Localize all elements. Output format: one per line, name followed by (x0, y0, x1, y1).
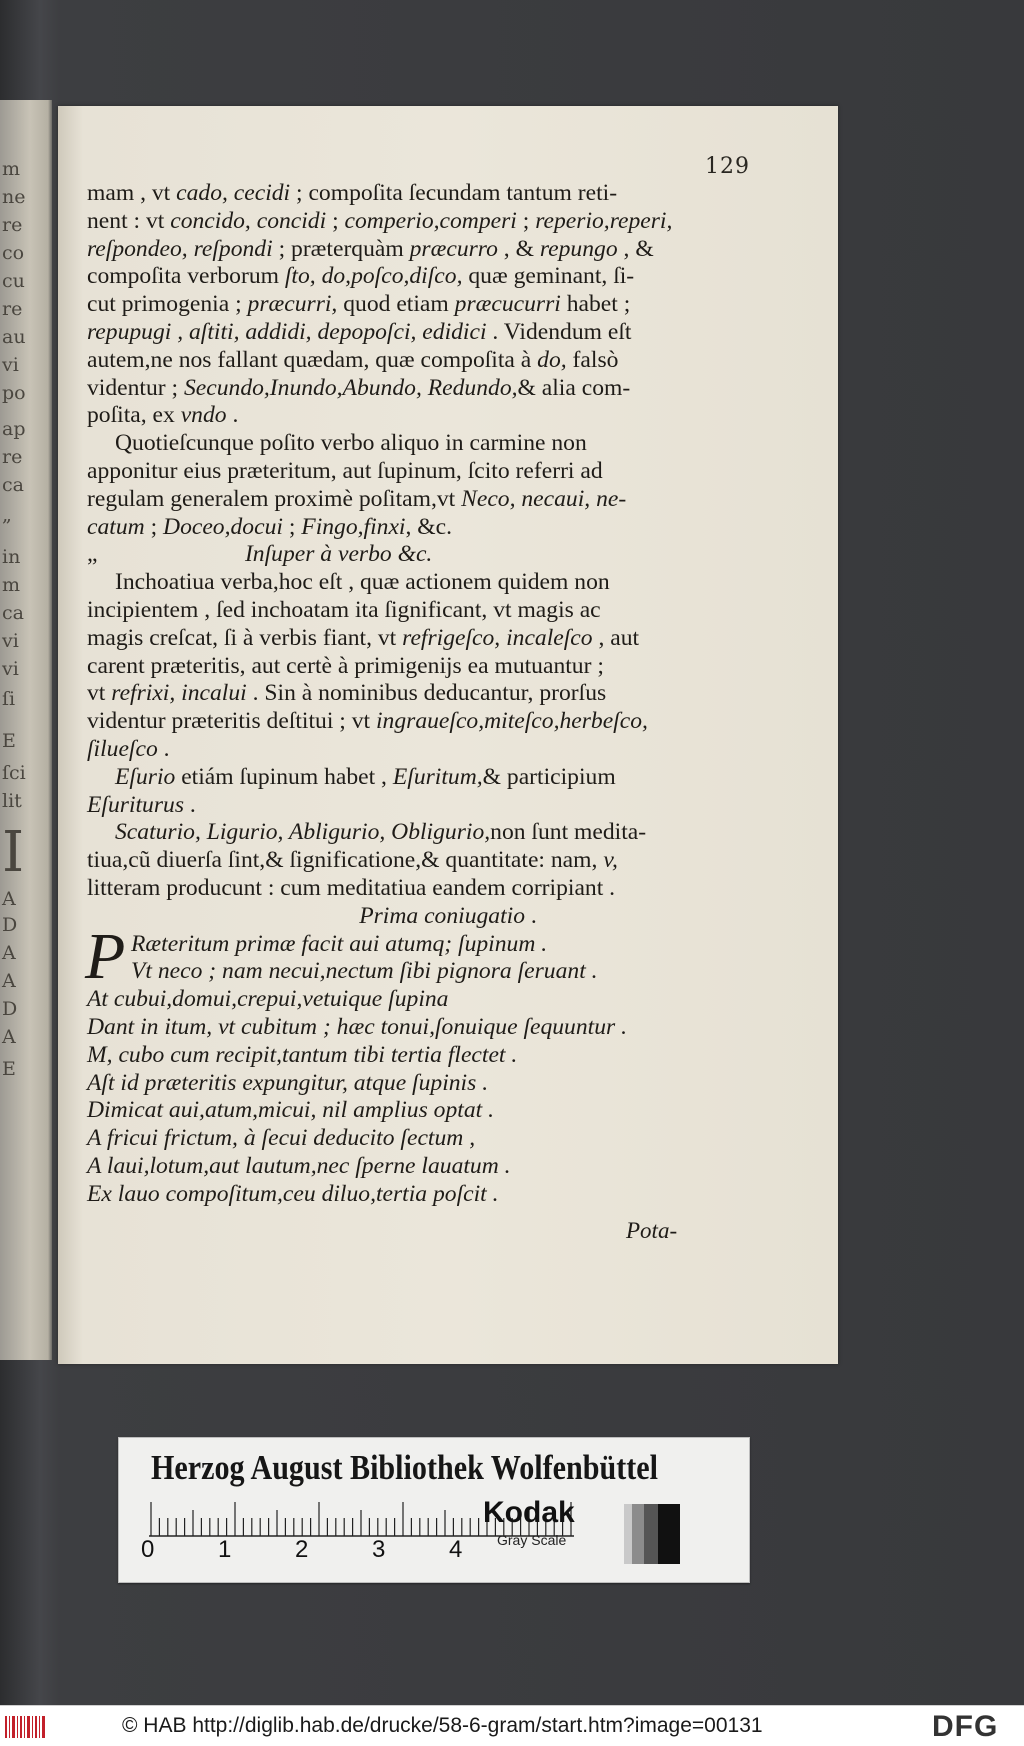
copyright-url[interactable]: © HAB http://diglib.hab.de/drucke/58-6-gram/start.htm?image=00131 (122, 1714, 763, 1737)
left-page-fragment: ſci (2, 762, 26, 784)
verse-text: A fricui frictum, à ſecui deducito ſectum , (87, 1125, 476, 1152)
left-page-fragment: A (2, 888, 16, 910)
ruler-number: 4 (449, 1536, 463, 1563)
left-page-fragment: A (2, 970, 16, 992)
kodak-logo: Kodak (483, 1496, 575, 1529)
verse-line (87, 1153, 809, 1181)
text-line: apponitur eius præteritum, aut ſupinum, ſcito referri ad (87, 457, 603, 484)
gray-scale-label: Gray Scale (497, 1532, 567, 1548)
verse-text: Ex lauo compoſitum,ceu diluo,tertia poſcit . (87, 1180, 499, 1207)
verse-line (87, 1181, 809, 1209)
text-line: Prima coniugatio . (359, 902, 537, 929)
text-line: Inchoatiua verba,hoc eſt , quæ actionem quidem non (115, 569, 610, 596)
left-page-fragment: m (2, 158, 21, 180)
text-line: compoſita verborum ſto, do,poſco,diſco, quæ geminant, ſi- (87, 263, 635, 290)
library-name: Herzog August Bibliothek Wolfenbüttel (151, 1448, 659, 1487)
text-line: incipientem , ſed inchoatam ita ſignificant, vt magis ac (87, 596, 601, 623)
left-page-fragment: E (2, 730, 16, 752)
left-page-fragment: I (2, 820, 25, 885)
left-page-fragment: re (2, 214, 23, 236)
book-page (58, 106, 838, 1364)
footer-bar (0, 1705, 1024, 1746)
verse-text: Dimicat aui,atum,micui, nil amplius optat . (87, 1097, 494, 1124)
left-page-fragment: ne (2, 186, 26, 208)
verse-text: Vt neco ; nam necui,nectum ſibi pignora ſeruant . (131, 958, 598, 985)
verse-text: Dant in itum, vt cubitum ; hæc tonui,ſonuique ſequuntur . (87, 1013, 627, 1040)
verse-text: A laui,lotum,aut lautum,nec ſperne lauatum . (87, 1152, 511, 1179)
text-line: cut primogenia ; præcurri, quod etiam præcucurri habet ; (87, 291, 631, 318)
left-page-fragment: vi (2, 354, 19, 376)
ruler-number: 1 (218, 1536, 232, 1563)
left-page-fragment: E (2, 1058, 16, 1080)
page-number: 129 (705, 154, 750, 179)
ruler-number: 3 (372, 1536, 386, 1563)
left-page-fragment: ap (2, 418, 26, 440)
left-page-fragment: vi (2, 658, 19, 680)
text-line: litteram producunt : cum meditatiua eandem corripiant . (87, 874, 616, 901)
verse-line (87, 958, 809, 986)
dfg-logo: DFG (932, 1710, 999, 1743)
text-line: Eſuriturus . (87, 791, 196, 818)
verse-text: M, cubo cum recipit,tantum tibi tertia flectet . (87, 1041, 518, 1068)
left-page-fragment: ſi (2, 688, 16, 710)
left-page-fragment: co (2, 242, 25, 264)
text-line: repupugi , aſtiti, addidi, depopoſci, edidici . Videndum eſt (87, 318, 632, 345)
left-page-fragment: in (2, 546, 21, 568)
verse-line (87, 1097, 809, 1125)
left-page-fragment: vi (2, 630, 19, 652)
text-line: reſpondeo, reſpondi ; præterquàm præcurro , & repungo , & (87, 235, 654, 262)
left-page-fragment: cu (2, 270, 25, 292)
verse-line (87, 1042, 809, 1070)
left-page-fragment: m (2, 574, 21, 596)
left-page-fragment: ca (2, 602, 24, 624)
left-page-fragment: D (2, 914, 18, 936)
left-page-fragment: „ (2, 504, 12, 526)
color-calibration-card (118, 1437, 750, 1583)
drop-cap: P (85, 919, 126, 993)
ruler-number: 2 (295, 1536, 309, 1563)
verse-text: Aſt id præteritis expungitur, atque ſupinis . (87, 1069, 489, 1096)
text-line: ſilueſco . (87, 735, 170, 762)
text-line: regulam generalem proximè poſitam,vt Neco, necaui, ne- (87, 485, 627, 512)
left-page-fragment: re (2, 446, 23, 468)
verse-text: At cubui,domui,crepui,vetuique ſupina (87, 986, 449, 1013)
text-line: carent præteritis, aut certè à primigenijs ea mutuantur ; (87, 652, 604, 679)
text-line: nent : vt concido, concidi ; comperio,comperi ; reperio,reperi, (87, 207, 673, 234)
verse-line (87, 1014, 809, 1042)
text-line: Eſurio etiám ſupinum habet , Eſuritum,& participium (115, 763, 616, 790)
text-line: mam , vt cado, cecidi ; compoſita ſecundam tantum reti- (87, 180, 618, 206)
left-page-fragment: re (2, 298, 23, 320)
left-page-fragment: au (2, 326, 26, 348)
text-line: catum ; Doceo,docui ; Fingo,finxi, &c. (87, 513, 453, 540)
left-page-fragment: ca (2, 474, 24, 496)
catchword: Pota- (626, 1218, 678, 1243)
barcode-icon (4, 1714, 48, 1740)
left-page-fragment: A (2, 942, 16, 964)
left-page-fragment: po (2, 382, 26, 404)
verse-text: Ræteritum primæ facit aui atumq; ſupinum . (131, 930, 548, 957)
text-line: tiua,cũ diuerſa ſint,& ſignificatione,& quantitate: nam, v, (87, 847, 618, 874)
text-line: Quotieſcunque poſito verbo aliquo in carmine non (115, 430, 587, 457)
left-page-fragment: A (2, 1026, 16, 1048)
page-text (87, 180, 809, 1208)
left-page-fragment: D (2, 998, 18, 1020)
text-line: Scaturio, Ligurio, Abligurio, Obligurio,non ſunt medita- (115, 819, 647, 846)
text-line: „ Inſuper à verbo &c. (87, 541, 433, 568)
verse-line (87, 1125, 809, 1153)
verse-line (87, 986, 809, 1014)
verse-line (87, 1070, 809, 1098)
gray-scale-patches (624, 1504, 680, 1564)
adjacent-page-edge (0, 100, 52, 1360)
text-line: vt refrixi, incalui . Sin à nominibus deducantur, prorſus (87, 680, 607, 707)
left-page-fragment: lit (2, 790, 22, 812)
text-line: poſita, ex vndo . (87, 402, 239, 429)
text-line: videntur præteritis deſtitui ; vt ingraueſco,miteſco,herbeſco, (87, 708, 648, 735)
text-line: autem,ne nos fallant quædam, quæ compoſita à do, falsò (87, 346, 619, 373)
text-line: videntur ; Secundo,Inundo,Abundo, Redundo,& alia com- (87, 374, 631, 401)
text-line: magis creſcat, ſi à verbis fiant, vt refrigeſco, incaleſco , aut (87, 624, 640, 651)
ruler-number: 0 (141, 1536, 155, 1563)
